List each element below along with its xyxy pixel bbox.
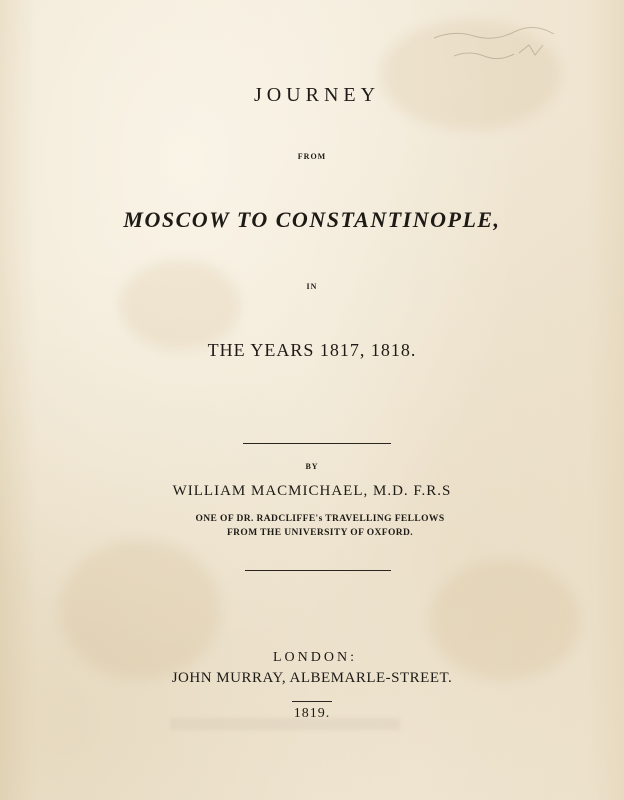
by-text: BY [305,462,319,471]
in-text: IN [306,282,318,291]
imprint-year: 1819. [293,706,331,721]
divider-rule [243,443,391,444]
imprint-publisher: JOHN MURRAY, ALBEMARLE-STREET. [171,670,453,686]
author-description-line2: FROM THE UNIVERSITY OF OXFORD. [226,528,414,538]
author-description-line1: ONE OF DR. RADCLIFFE's TRAVELLING FELLOWS [195,514,445,524]
paper-stain [380,20,560,130]
from-text: FROM [297,152,327,161]
paper-stain [120,260,240,350]
route-title: MOSCOW TO CONSTANTINOPLE, [123,207,501,232]
book-title: JOURNEY [253,84,381,106]
author-name: WILLIAM MACMICHAEL, M.D. F.R.S [172,483,452,499]
faded-strip [170,718,400,730]
years-text: THE YEARS 1817, 1818. [207,340,417,360]
divider-rule [292,701,332,702]
imprint-city: LONDON: [273,650,357,665]
divider-rule [245,570,391,571]
